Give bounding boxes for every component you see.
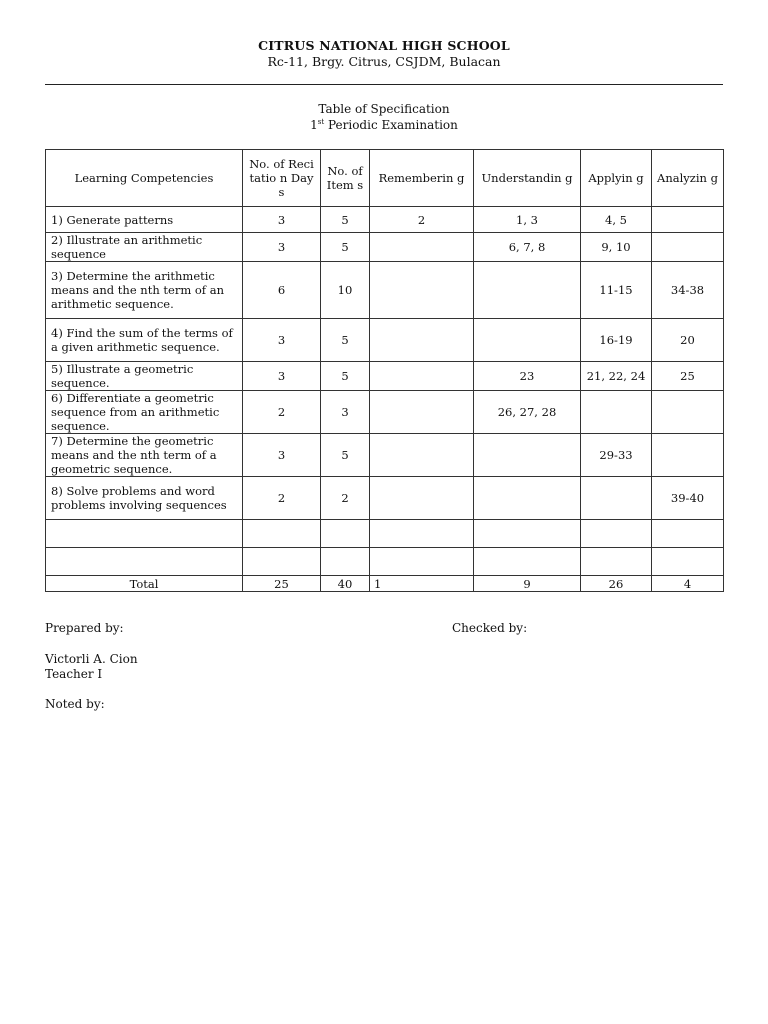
cell-applying: 16-19 <box>581 319 652 362</box>
cell-understanding <box>474 477 581 520</box>
header-understanding: Understandin g <box>474 150 581 207</box>
header-remembering: Rememberin g <box>370 150 474 207</box>
total-understanding: 9 <box>474 576 581 592</box>
cell-items: 2 <box>321 477 370 520</box>
cell-competency: 3) Determine the arithmetic means and the nth term of an arithmetic sequence. <box>46 262 243 319</box>
table-row <box>46 262 724 319</box>
total-label: Total <box>46 576 243 592</box>
cell-understanding: 1, 3 <box>474 207 581 233</box>
cell-days: 3 <box>243 207 321 233</box>
cell-applying <box>581 477 652 520</box>
cell-days: 2 <box>243 391 321 434</box>
cell-understanding: 26, 27, 28 <box>474 391 581 434</box>
cell-items: 3 <box>321 391 370 434</box>
cell-remembering <box>370 262 474 319</box>
cell-applying <box>581 548 652 576</box>
cell-remembering: 2 <box>370 207 474 233</box>
cell-applying <box>581 391 652 434</box>
table-row <box>46 391 724 434</box>
cell-competency: 5) Illustrate a geometric sequence. <box>46 362 243 391</box>
header-learning-competencies: Learning Competencies <box>46 150 243 207</box>
table-row <box>46 477 724 520</box>
cell-competency: 4) Find the sum of the terms of a given arithmetic sequence. <box>46 319 243 362</box>
total-days: 25 <box>243 576 321 592</box>
cell-items <box>321 520 370 548</box>
table-row-empty <box>46 548 724 576</box>
cell-analyzing: 25 <box>652 362 724 391</box>
cell-applying: 4, 5 <box>581 207 652 233</box>
cell-days: 2 <box>243 477 321 520</box>
cell-remembering <box>370 477 474 520</box>
school-name: CITRUS NATIONAL HIGH SCHOOL <box>258 38 510 53</box>
cell-analyzing <box>652 434 724 477</box>
exam-ordinal-suffix: st <box>317 118 325 126</box>
noted-by-label: Noted by: <box>45 697 105 711</box>
exam-ordinal: 1 <box>310 118 318 132</box>
cell-analyzing <box>652 233 724 262</box>
cell-items: 5 <box>321 434 370 477</box>
table-row <box>46 233 724 262</box>
cell-remembering <box>370 233 474 262</box>
table-row <box>46 319 724 362</box>
specification-table <box>45 149 724 592</box>
cell-items <box>321 548 370 576</box>
table-row <box>46 362 724 391</box>
cell-remembering <box>370 319 474 362</box>
cell-days <box>243 520 321 548</box>
cell-understanding <box>474 548 581 576</box>
cell-understanding <box>474 262 581 319</box>
cell-understanding <box>474 319 581 362</box>
checked-by-label: Checked by: <box>452 621 528 635</box>
school-address: Rc-11, Brgy. Citrus, CSJDM, Bulacan <box>267 54 501 69</box>
cell-days: 3 <box>243 319 321 362</box>
cell-applying: 9, 10 <box>581 233 652 262</box>
cell-applying: 11-15 <box>581 262 652 319</box>
cell-competency: 2) Illustrate an arithmetic sequence <box>46 233 243 262</box>
total-remembering: 1 <box>370 576 474 592</box>
cell-understanding <box>474 520 581 548</box>
cell-remembering <box>370 434 474 477</box>
cell-understanding <box>474 434 581 477</box>
total-analyzing: 4 <box>652 576 724 592</box>
cell-competency: 8) Solve problems and word problems involving sequences <box>46 477 243 520</box>
document-title: Table of Specification <box>318 102 450 116</box>
cell-remembering <box>370 548 474 576</box>
total-applying: 26 <box>581 576 652 592</box>
header-divider <box>45 84 723 85</box>
cell-applying <box>581 520 652 548</box>
cell-days: 3 <box>243 233 321 262</box>
cell-analyzing: 20 <box>652 319 724 362</box>
cell-applying: 21, 22, 24 <box>581 362 652 391</box>
header-recitation-days: No. of Recitatio n Days <box>243 150 321 207</box>
cell-days: 3 <box>243 434 321 477</box>
cell-days: 3 <box>243 362 321 391</box>
cell-items: 10 <box>321 262 370 319</box>
cell-days: 6 <box>243 262 321 319</box>
cell-analyzing <box>652 207 724 233</box>
cell-items: 5 <box>321 362 370 391</box>
header-number-of-items: No. of Item s <box>321 150 370 207</box>
header-analyzing: Analyzin g <box>652 150 724 207</box>
cell-competency: 6) Differentiate a geometric sequence from an arithmetic sequence. <box>46 391 243 434</box>
cell-competency: 1) Generate patterns <box>46 207 243 233</box>
prepared-by-label: Prepared by: <box>45 621 124 635</box>
cell-analyzing <box>652 391 724 434</box>
exam-name: Periodic Examination <box>324 118 458 132</box>
table-row <box>46 207 724 233</box>
cell-analyzing <box>652 548 724 576</box>
preparer-position: Teacher I <box>45 667 103 681</box>
cell-analyzing: 39-40 <box>652 477 724 520</box>
cell-analyzing: 34-38 <box>652 262 724 319</box>
cell-items: 5 <box>321 233 370 262</box>
cell-competency <box>46 520 243 548</box>
cell-understanding: 6, 7, 8 <box>474 233 581 262</box>
header-applying: Applyin g <box>581 150 652 207</box>
cell-understanding: 23 <box>474 362 581 391</box>
cell-remembering <box>370 520 474 548</box>
cell-items: 5 <box>321 207 370 233</box>
cell-competency: 7) Determine the geometric means and the nth term of a geometric sequence. <box>46 434 243 477</box>
cell-days <box>243 548 321 576</box>
preparer-name: Victorli A. Cion <box>45 652 138 666</box>
cell-competency <box>46 548 243 576</box>
table-row-empty <box>46 520 724 548</box>
total-row <box>46 576 724 592</box>
cell-applying: 29-33 <box>581 434 652 477</box>
cell-remembering <box>370 362 474 391</box>
cell-analyzing <box>652 520 724 548</box>
table-row <box>46 434 724 477</box>
cell-remembering <box>370 391 474 434</box>
document-subtitle <box>0 118 768 132</box>
table-header-row <box>46 150 724 207</box>
total-items: 40 <box>321 576 370 592</box>
cell-items: 5 <box>321 319 370 362</box>
